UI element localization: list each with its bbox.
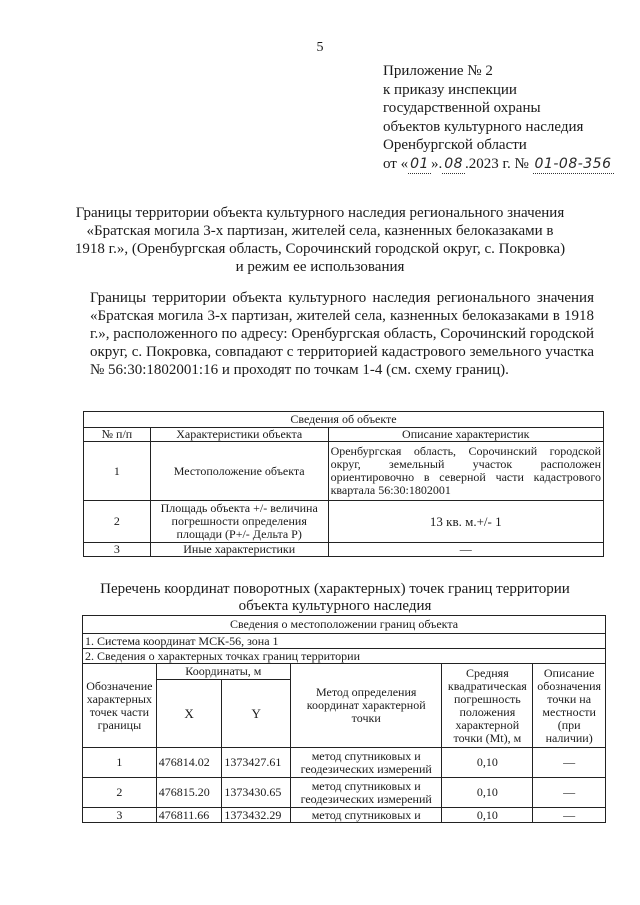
title-line: 1918 г.», (Оренбургская область, Сорочинский городской округ, с. Покровка) <box>74 241 566 257</box>
appendix-block <box>383 62 614 174</box>
cell: 3 <box>83 808 157 823</box>
cell: — <box>533 808 606 823</box>
cell: 13 кв. м.+/- 1 <box>328 501 603 543</box>
header-cell: Характеристики объекта <box>150 428 328 442</box>
cell: 476814.02 <box>156 748 222 778</box>
table-caption: Сведения об объекте <box>84 412 604 428</box>
header-cell: Обозначение характерных точек части границы <box>83 664 157 748</box>
appendix-line: объектов культурного наследия <box>383 118 584 135</box>
cell: метод спутниковых и геодезических измерений <box>290 748 441 778</box>
points-info-row: 2. Сведения о характерных точках границ территории <box>83 649 606 664</box>
cell: Местоположение объекта <box>150 442 328 501</box>
cell: 476815.20 <box>156 778 222 808</box>
date-sep: ». <box>430 155 443 172</box>
heading-line: Перечень координат поворотных (характерных) точек границ территории <box>100 581 570 597</box>
cell: Оренбургская область, Сорочинский городской округ, земельный участок расположен ориентировочно в северной части кадастрового квартала 56:30:1802001 <box>328 442 603 501</box>
cell: 0,10 <box>442 808 533 823</box>
header-cell: Метод определения координат характерной точки <box>290 664 441 748</box>
cell: 1373432.29 <box>222 808 291 823</box>
coords-heading <box>70 581 600 615</box>
table-row <box>84 543 604 557</box>
cell: метод спутниковых и геодезических измерений <box>290 778 441 808</box>
table-caption: Сведения о местоположении границ объекта <box>83 616 606 634</box>
cell: 2 <box>83 778 157 808</box>
table-row <box>84 501 604 543</box>
cell: Площадь объекта +/- величина погрешности определения площади (P+/- Дельта P) <box>150 501 328 543</box>
header-cell: Y <box>222 680 291 748</box>
cell: — <box>533 748 606 778</box>
cell: 1373430.65 <box>222 778 291 808</box>
cell: 0,10 <box>442 748 533 778</box>
heading-line: объекта культурного наследия <box>238 598 432 614</box>
header-cell: Координаты, м <box>156 664 290 680</box>
cell: 476811.66 <box>156 808 222 823</box>
appendix-line: Приложение № 2 <box>383 63 493 79</box>
table-row <box>83 808 606 823</box>
handwritten-month: 08 <box>442 155 465 175</box>
body-paragraph: Границы территории объекта культурного наследия регионального значения «Братская могила 3-х партизан, жителей села, казненных белоказаками в 1918 г.», расположенного по адресу: Оренбургская область, Сорочинский городской округ, с. Покровка, совпадают с территорией кадастрового земельного участка № 56:30:1802001:16 и проходят по точкам 1-4 (см. схему границ). <box>90 290 594 378</box>
appendix-line: Оренбургской области <box>383 137 527 153</box>
header-cell: № п/п <box>84 428 151 442</box>
table-row <box>83 778 606 808</box>
header-cell: Описание характеристик <box>328 428 603 442</box>
cell: — <box>328 543 603 557</box>
cell: 1 <box>84 442 151 501</box>
table-row <box>83 748 606 778</box>
document-title <box>70 204 570 276</box>
date-year: .2023 г. № <box>465 155 529 172</box>
title-line: «Братская могила 3-х партизан, жителей села, казненных белоказаками в <box>86 223 554 239</box>
cell: 0,10 <box>442 778 533 808</box>
handwritten-doc-number: 01-08-356 <box>533 155 614 175</box>
appendix-line: к приказу инспекции <box>383 81 517 98</box>
cell: 3 <box>84 543 151 557</box>
table-row <box>84 442 604 501</box>
header-cell: Средняя квадратическая погрешность положения характерной точки (Mt), м <box>442 664 533 748</box>
appendix-date-line <box>383 155 614 175</box>
handwritten-day: 01 <box>408 155 431 175</box>
cell: 1373427.61 <box>222 748 291 778</box>
cell: 1 <box>83 748 157 778</box>
title-line: Границы территории объекта культурного наследия регионального значения <box>75 205 565 221</box>
cell: метод спутниковых и <box>290 808 441 823</box>
cell: Иные характеристики <box>150 543 328 557</box>
cell: — <box>533 778 606 808</box>
appendix-line: государственной охраны <box>383 100 541 116</box>
object-info-table <box>83 411 604 557</box>
system-row: 1. Система координат МСК-56, зона 1 <box>83 634 606 649</box>
cell: 2 <box>84 501 151 543</box>
date-prefix: от « <box>383 155 409 172</box>
title-line: и режим ее использования <box>235 259 405 275</box>
coordinates-table <box>82 615 606 823</box>
header-cell: X <box>156 680 222 748</box>
header-cell: Описание обозначения точки на местности (при наличии) <box>533 664 606 748</box>
page-number: 5 <box>316 40 324 55</box>
